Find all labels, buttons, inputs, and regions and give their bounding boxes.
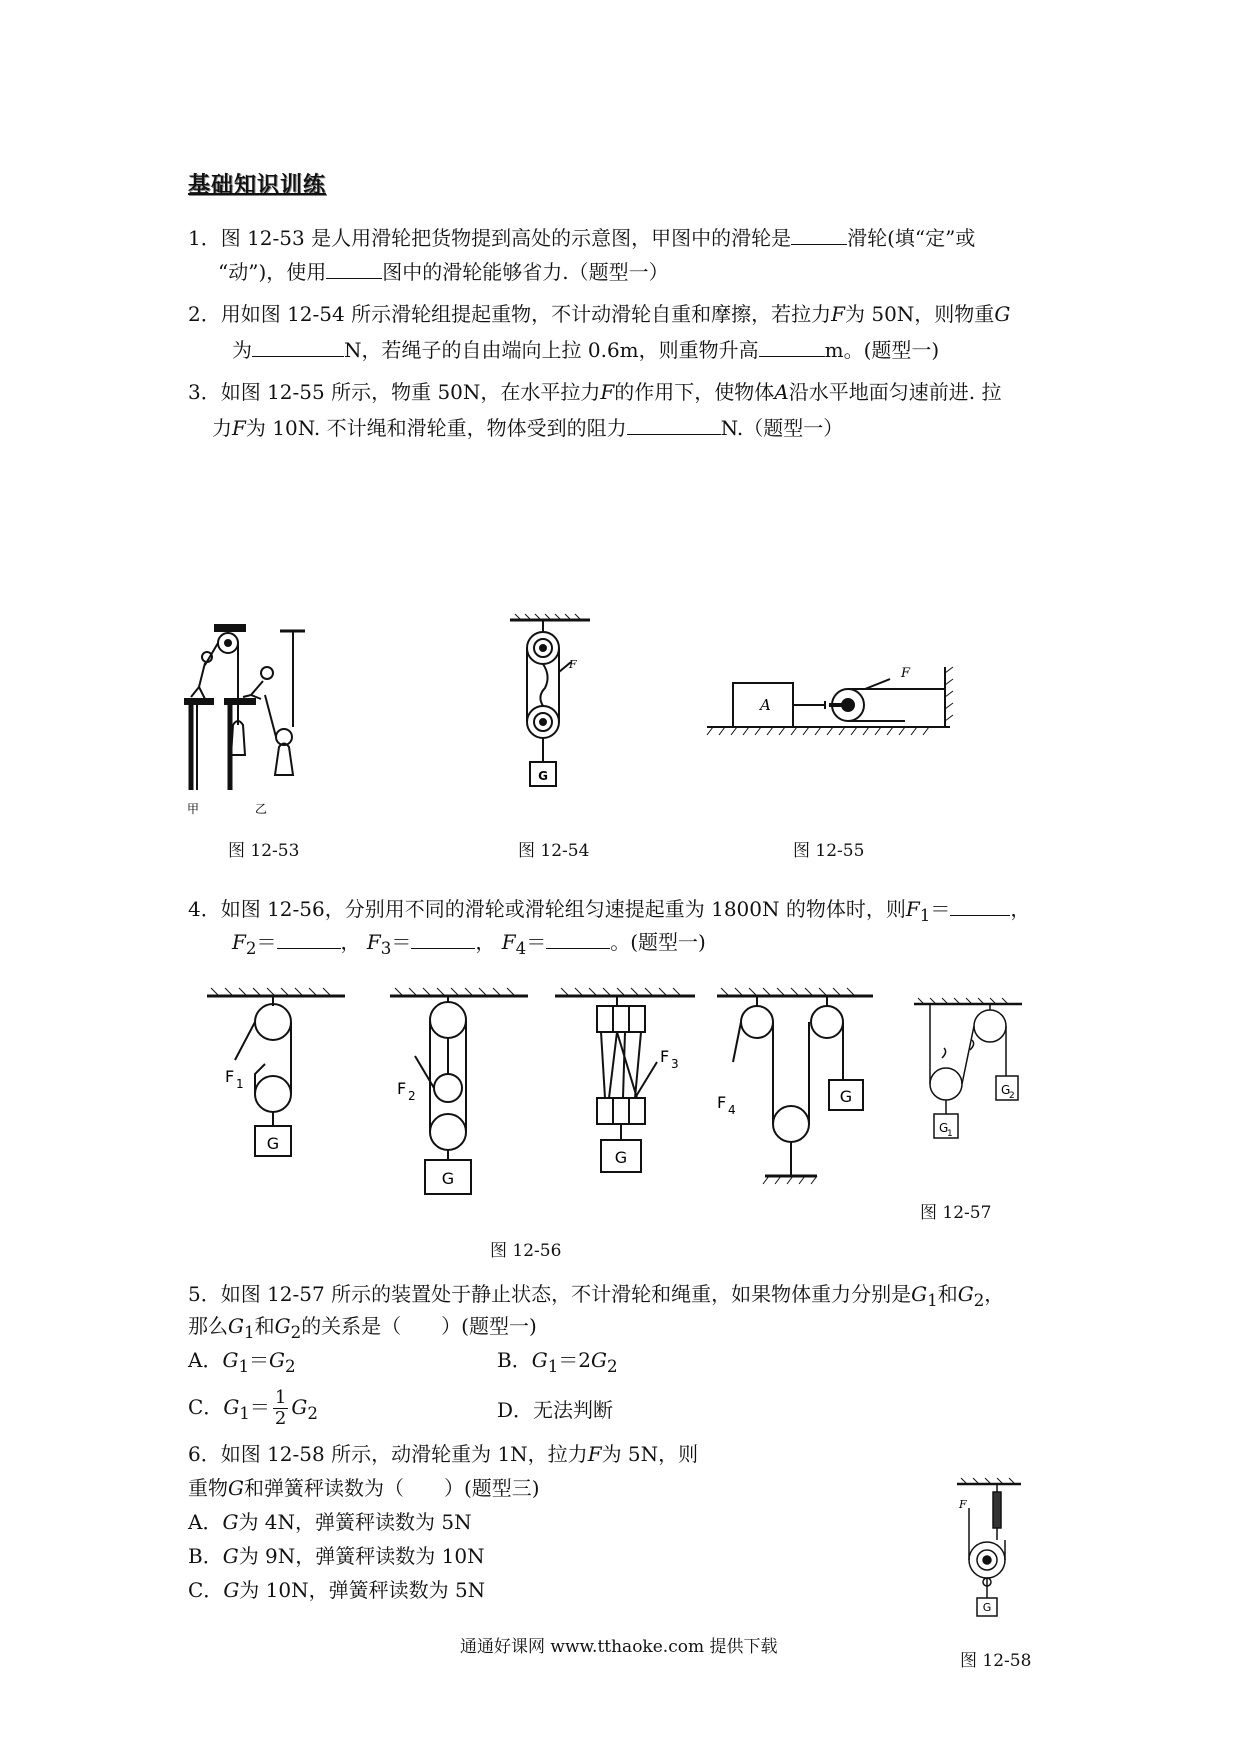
q5-end-1: ， (984, 1282, 1005, 1306)
fig56-g-1: G (266, 1134, 280, 1153)
q5-option-d[interactable] (497, 1396, 613, 1424)
q5-line2 (188, 1312, 537, 1347)
q3-line2 (212, 414, 843, 442)
q5-var-g1: G (911, 1282, 928, 1306)
q5-sub-2b: 2 (290, 1323, 302, 1342)
q3-line1 (188, 378, 1001, 406)
fig56-g-3: G (614, 1148, 628, 1167)
q4-sep-1: ， (1010, 897, 1031, 921)
q5-opt-b-s1: 1 (547, 1357, 559, 1376)
q6-opt-c-g: G (223, 1578, 240, 1602)
q5-var-g2b: G (274, 1314, 291, 1338)
fig56-label-f1: F (225, 1067, 235, 1086)
q5-opt-b-s2: 2 (607, 1357, 618, 1376)
q4-blank-2[interactable] (277, 928, 341, 949)
page-footer: 通通好课网 www.tthaoke.com 提供下载 (460, 1637, 778, 1657)
q4-eq-1: ＝ (930, 897, 951, 921)
q4-sub3: 3 (380, 939, 392, 958)
q5-text-b: 那么 (188, 1314, 228, 1338)
q5-opt-d-text: D．无法判断 (497, 1398, 614, 1422)
q5-opt-b-label: B． (497, 1348, 532, 1372)
q4-text-a: 4．如图 12-56，分别用不同的滑轮或滑轮组匀速提起重为 1800N 的物体时，则 (188, 897, 906, 921)
q6-opt-c-label: C． (188, 1578, 224, 1602)
q3-var-f2: F (232, 416, 246, 440)
q1-line1 (188, 224, 975, 252)
q5-opt-c-s1: 1 (239, 1404, 250, 1423)
q3-var-f: F (600, 380, 615, 404)
q4-sub4: 4 (515, 939, 527, 958)
fig57-g2: G (1001, 1083, 1011, 1097)
q4-sep-3: ， (475, 930, 496, 954)
figure-12-58 (955, 1478, 1025, 1628)
q5-opt-c-den: 2 (274, 1408, 287, 1429)
q3-var-a: A (774, 380, 789, 404)
q5-option-b[interactable] (497, 1346, 618, 1381)
q4-sub2: 2 (245, 939, 257, 958)
q5-text-a: 5．如图 12-57 所示的装置处于静止状态，不计滑轮和绳重，如果物体重力分别是 (188, 1282, 912, 1306)
q4-blank-1[interactable] (950, 895, 1010, 916)
q5-opt-a-label: A． (188, 1348, 223, 1372)
fig56-sub-4: 4 (728, 1103, 736, 1117)
figure-12-55 (705, 665, 965, 745)
q2-text-a: 2．用如图 12-54 所示滑轮组提起重物，不计动滑轮自重和摩擦，若拉力 (188, 302, 832, 326)
q6-var-g: G (228, 1476, 244, 1500)
q2-blank-1[interactable] (252, 336, 344, 357)
q5-opt-c-num: 1 (274, 1387, 287, 1408)
q5-opt-c-g1: G (223, 1395, 240, 1419)
fig57-caption: 图 12-57 (920, 1203, 992, 1223)
fig56-sub-3: 3 (671, 1057, 679, 1071)
q5-opt-b-mid: ＝2 (558, 1348, 592, 1372)
q4-eq-2: ＝ (256, 930, 277, 954)
q5-sub-2: 2 (973, 1291, 985, 1310)
q5-option-c[interactable] (188, 1388, 318, 1429)
q4-end: 。(题型一) (610, 930, 706, 954)
q5-opt-b-g1: G (531, 1348, 548, 1372)
q1-blank-1[interactable] (791, 224, 847, 245)
fig58-caption: 图 12-58 (960, 1651, 1032, 1671)
q1-text-c: “动”)，使用 (218, 260, 327, 284)
q4-var-f3: F (366, 930, 381, 954)
q2-var-g: G (994, 302, 1011, 326)
q2-var-f: F (831, 302, 845, 326)
fig56-caption: 图 12-56 (490, 1241, 562, 1261)
q4-line1 (188, 895, 1030, 930)
fig56-g-2: G (441, 1169, 455, 1188)
q3-blank[interactable] (627, 414, 721, 435)
q2-blank-2[interactable] (759, 336, 825, 357)
q4-blank-4[interactable] (546, 928, 610, 949)
q4-var-f2: F (232, 930, 246, 954)
q5-var-g2: G (957, 1282, 974, 1306)
q2-text-e: m。(题型一) (824, 338, 940, 362)
fig57-g2-sub: 2 (1009, 1091, 1015, 1101)
figure-12-53 (185, 625, 365, 815)
q2-text-b: 为 50N，则物重 (845, 302, 995, 326)
q5-var-g1b: G (228, 1314, 244, 1338)
q5-opt-c-fraction (273, 1388, 288, 1429)
fig54-label-f: F (569, 658, 577, 671)
q4-sub1: 1 (919, 906, 931, 925)
q5-opt-a-s1: 1 (238, 1357, 250, 1376)
q6-text-b: 为 5N，则 (601, 1442, 699, 1466)
fig56-sub-1: 1 (236, 1077, 244, 1091)
q6-option-a[interactable] (188, 1508, 472, 1536)
q5-sub-1b: 1 (243, 1323, 255, 1342)
q5-opt-c-mid: ＝ (249, 1395, 270, 1419)
q4-blank-3[interactable] (411, 928, 475, 949)
q4-eq-4: ＝ (526, 930, 547, 954)
fig57-g1-sub: 1 (947, 1129, 953, 1139)
fig53-label-jia: 甲 (187, 802, 200, 816)
fig55-label-a: A (760, 696, 771, 714)
figure-12-54 (505, 612, 595, 812)
q5-opt-a-g2: G (269, 1348, 286, 1372)
fig58-label-f: F (959, 1498, 967, 1511)
q5-and-1: 和 (937, 1282, 958, 1306)
q3-text-a: 3．如图 12-55 所示，物重 50N，在水平拉力 (188, 380, 601, 404)
fig55-caption: 图 12-55 (793, 841, 865, 861)
q3-text-d: 力 (212, 416, 232, 440)
q5-opt-b-g2: G (591, 1348, 608, 1372)
q6-text-c: 重物 (188, 1476, 228, 1500)
q1-text-d: 图中的滑轮能够省力.（题型一） (382, 260, 669, 284)
q6-opt-b-g: G (222, 1544, 239, 1568)
q6-text-d: 和弹簧秤读数为（ ）(题型三) (243, 1476, 540, 1500)
q5-line1 (188, 1280, 1004, 1315)
q4-var-f1: F (905, 897, 920, 921)
q1-text-b: 滑轮(填“定”或 (847, 226, 976, 250)
q2-text-c: 为 (232, 338, 252, 362)
fig58-label-g: G (982, 1601, 992, 1614)
fig53-label-yi: 乙 (255, 802, 268, 816)
q1-line2 (218, 258, 669, 286)
q6-option-c[interactable] (188, 1576, 485, 1604)
q4-sep-2: ， (340, 930, 361, 954)
fig56-label-f3: F (660, 1047, 670, 1066)
q4-eq-3: ＝ (391, 930, 412, 954)
q5-and-2: 和 (254, 1314, 275, 1338)
q5-opt-c-g2: G (291, 1395, 308, 1419)
q5-opt-a-s2: 2 (285, 1357, 296, 1376)
q3-text-b: 的作用下，使物体 (614, 380, 775, 404)
q5-opt-a-mid: ＝ (249, 1348, 270, 1372)
q5-sub-1: 1 (927, 1291, 938, 1310)
q2-line1 (188, 300, 1010, 328)
fig53-caption: 图 12-53 (228, 841, 300, 861)
q6-opt-b-text: 为 9N，弹簧秤读数为 10N (238, 1544, 485, 1568)
q4-var-f4: F (501, 930, 516, 954)
q2-line2 (232, 336, 939, 364)
section-heading: 基础知识训练 (188, 172, 327, 198)
q6-opt-c-text: 为 10N，弹簧秤读数为 5N (239, 1578, 486, 1602)
q6-line1 (188, 1440, 698, 1468)
q5-opt-c-label: C． (188, 1395, 224, 1419)
fig54-label-g: G (538, 769, 548, 783)
q5-text-c: 的关系是（ ）(题型一) (301, 1314, 537, 1338)
q2-text-d: N，若绳子的自由端向上拉 0.6m，则重物升高 (344, 338, 759, 362)
q5-option-a[interactable] (188, 1346, 296, 1381)
fig55-label-f: F (901, 666, 911, 681)
figure-12-56 (205, 982, 875, 1232)
fig56-label-f4: F (717, 1093, 727, 1112)
q3-text-f: N.（题型一） (720, 416, 844, 440)
q6-opt-b-label: B． (188, 1544, 223, 1568)
q6-text-a: 6．如图 12-58 所示，动滑轮重为 1N，拉力 (188, 1442, 588, 1466)
fig56-label-f2: F (397, 1079, 407, 1098)
q3-text-e: 为 10N. 不计绳和滑轮重，物体受到的阻力 (245, 416, 627, 440)
q1-blank-2[interactable] (326, 258, 382, 279)
q6-line2 (188, 1474, 540, 1502)
q6-opt-a-text: 为 4N，弹簧秤读数为 5N (238, 1510, 472, 1534)
q4-line2 (232, 928, 706, 963)
fig56-sub-2: 2 (408, 1089, 416, 1103)
q3-text-c: 沿水平地面匀速前进. 拉 (788, 380, 1002, 404)
fig54-caption: 图 12-54 (518, 841, 590, 861)
q5-opt-a-g1: G (222, 1348, 239, 1372)
q6-opt-a-g: G (222, 1510, 239, 1534)
q6-opt-a-label: A． (188, 1510, 223, 1534)
q1-text-a: 1．图 12-53 是人用滑轮把货物提到高处的示意图，甲图中的滑轮是 (188, 226, 792, 250)
q6-var-f: F (587, 1442, 602, 1466)
fig57-g1: G (939, 1121, 949, 1135)
fig56-g-4: G (839, 1087, 853, 1106)
q5-opt-c-s2: 2 (307, 1404, 318, 1423)
q6-option-b[interactable] (188, 1542, 485, 1570)
figure-12-57 (912, 996, 1024, 1176)
